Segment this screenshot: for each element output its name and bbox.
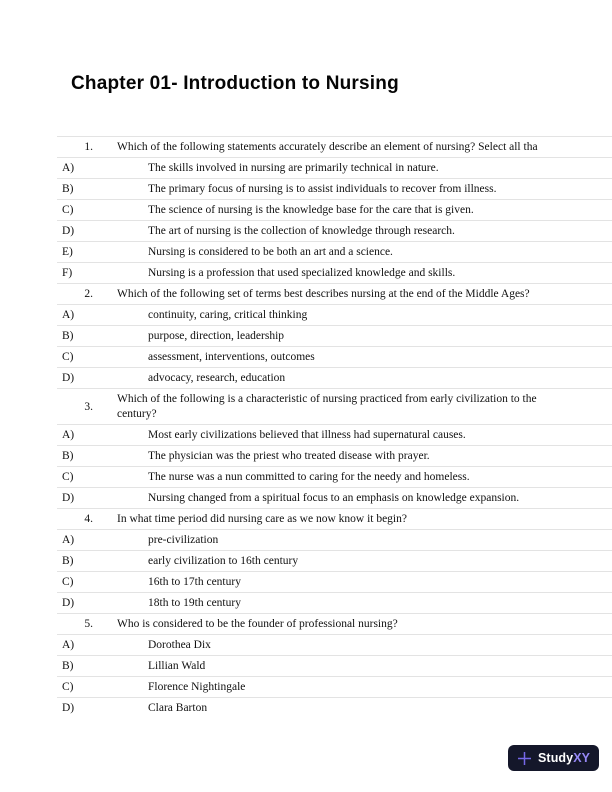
question-text-line: Which of the following set of terms best describes nursing at the end of the Middle Ages?: [117, 287, 530, 300]
option-text: The science of nursing is the knowledge base for the care that is given.: [148, 204, 474, 216]
question-text-line: Which of the following statements accurately describe an element of nursing? Select all tha: [117, 140, 538, 153]
option-row: [57, 346, 612, 367]
option-row: [57, 445, 612, 466]
option-text: Lillian Wald: [148, 660, 206, 672]
option-letter: C): [62, 681, 74, 693]
option-letter: A): [62, 162, 75, 174]
option-text: early civilization to 16th century: [148, 555, 299, 567]
option-text: pre-civilization: [148, 534, 219, 546]
logo-wordmark: [538, 751, 590, 765]
option-row: [57, 325, 612, 346]
option-text: 16th to 17th century: [148, 576, 241, 588]
logo-study-text: Study: [538, 751, 574, 765]
option-row: [57, 466, 612, 487]
option-letter: B): [62, 660, 74, 672]
option-row: [57, 697, 612, 718]
question-text-line: In what time period did nursing care as we now know it begin?: [117, 512, 407, 525]
option-letter: C): [62, 576, 74, 588]
option-text: Most early civilizations believed that illness had supernatural causes.: [148, 429, 466, 441]
option-letter: E): [62, 246, 73, 258]
option-row: [57, 262, 612, 283]
option-letter: D): [62, 702, 75, 714]
studyxy-logo[interactable]: [508, 745, 599, 771]
option-row: [57, 220, 612, 241]
question-row: [57, 388, 612, 424]
option-letter: A): [62, 429, 75, 441]
option-letter: D): [62, 597, 75, 609]
option-letter: B): [62, 450, 74, 462]
option-letter: C): [62, 351, 74, 363]
option-text: 18th to 19th century: [148, 597, 241, 609]
option-letter: A): [62, 534, 75, 546]
question-text-line: Who is considered to be the founder of professional nursing?: [117, 617, 398, 630]
option-text: The physician was the priest who treated disease with prayer.: [148, 450, 430, 462]
option-text: purpose, direction, leadership: [148, 330, 285, 342]
option-letter: B): [62, 330, 74, 342]
question-text: [93, 512, 407, 527]
option-text: Nursing is a profession that used specialized knowledge and skills.: [148, 267, 456, 279]
quiz-table: [57, 136, 612, 718]
option-text: continuity, caring, critical thinking: [148, 309, 308, 321]
page-title: Chapter 01- Introduction to Nursing: [71, 73, 399, 94]
option-letter: D): [62, 492, 75, 504]
option-row: [57, 571, 612, 592]
option-text: The nurse was a nun committed to caring for the needy and homeless.: [148, 471, 470, 483]
option-letter: C): [62, 471, 74, 483]
question-number: 5.: [84, 618, 93, 630]
question-text: [93, 140, 538, 155]
option-letter: D): [62, 225, 75, 237]
option-text: assessment, interventions, outcomes: [148, 351, 315, 363]
option-row: [57, 178, 612, 199]
option-text: Florence Nightingale: [148, 681, 246, 693]
option-text: Nursing is considered to be both an art and a science.: [148, 246, 393, 258]
option-row: [57, 592, 612, 613]
option-letter: A): [62, 309, 75, 321]
question-number: 3.: [84, 400, 93, 413]
option-row: [57, 304, 612, 325]
option-row: [57, 424, 612, 445]
logo-xy-text: XY: [573, 751, 591, 765]
option-row: [57, 241, 612, 262]
option-text: The primary focus of nursing is to assist individuals to recover from illness.: [148, 183, 497, 195]
question-text: [93, 392, 537, 422]
option-row: [57, 157, 612, 178]
option-row: [57, 655, 612, 676]
option-text: The skills involved in nursing are primarily technical in nature.: [148, 162, 439, 174]
question-text: [93, 617, 398, 632]
question-text-line: Which of the following is a characteristic of nursing practiced from early civilization to the: [117, 392, 537, 405]
option-row: [57, 367, 612, 388]
question-row: [57, 136, 612, 157]
option-letter: B): [62, 555, 74, 567]
option-letter: F): [62, 267, 73, 279]
option-letter: C): [62, 204, 74, 216]
plus-icon: [517, 751, 532, 766]
option-row: [57, 487, 612, 508]
option-letter: B): [62, 183, 74, 195]
option-text: Nursing changed from a spiritual focus to an emphasis on knowledge expansion.: [148, 492, 520, 504]
option-row: [57, 634, 612, 655]
question-text: [93, 287, 530, 302]
option-letter: A): [62, 639, 75, 651]
question-row: [57, 508, 612, 529]
option-text: The art of nursing is the collection of knowledge through research.: [148, 225, 455, 237]
question-row: [57, 283, 612, 304]
option-row: [57, 676, 612, 697]
question-number: 2.: [84, 288, 93, 300]
option-text: Dorothea Dix: [148, 639, 211, 651]
question-row: [57, 613, 612, 634]
option-row: [57, 550, 612, 571]
option-text: advocacy, research, education: [148, 372, 286, 384]
question-number: 1.: [84, 141, 93, 153]
question-text-line: century?: [117, 407, 157, 420]
option-row: [57, 529, 612, 550]
question-number: 4.: [84, 513, 93, 525]
option-row: [57, 199, 612, 220]
option-letter: D): [62, 372, 75, 384]
option-text: Clara Barton: [148, 702, 208, 714]
